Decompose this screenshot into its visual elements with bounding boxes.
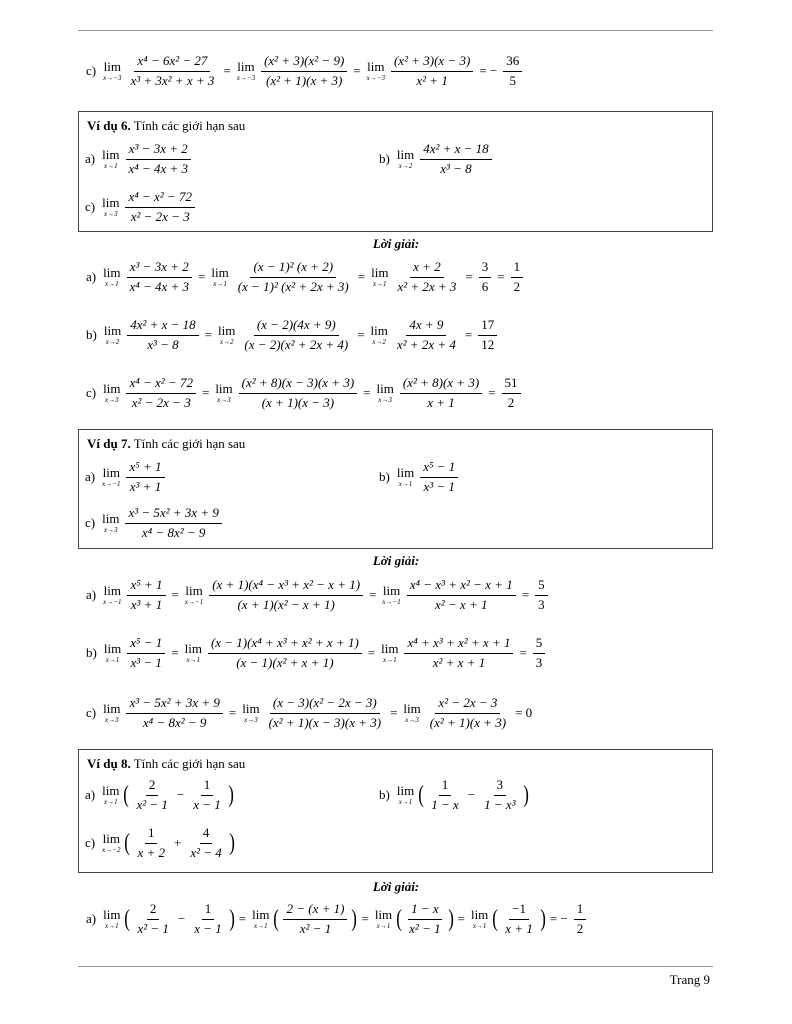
example-title: Ví dụ 8. Tính các giới hạn sau bbox=[87, 756, 246, 771]
example-6-box bbox=[78, 111, 713, 232]
sol8-a-line: a) lim x→1 ( 2 x² − 1 − $\frac{1}{x - 1}$ ) = lim x→1 ( 2 − (x + 1) x² − 1 ) = lim x→1 ( 1 − x x² − 1 ) = lim x→1 ( −1 x + 1 ) = − $\frac{1}{2}$ bbox=[86, 902, 589, 937]
sol7-b-line: b) lim x→1 $\frac{\text{x⁵ − 1}}{\text{x³ − 1}}$ = lim x→1 $\frac{\text{(x − 1)(x⁴ + x³ + x² + x + 1)}}{\text{(x − 1)(x² + x + 1)}}$ = lim x→1 $\frac{\text{x⁴ + x³ + x² + x + 1}}{\text{x² + x + 1}}$ = $\frac{5}{3}$ bbox=[86, 636, 548, 671]
sol7-c-line: c) lim x→3 $\frac{\text{x³ − 5x² + 3x + 9}}{\text{x⁴ − 8x² − 9}}$ = lim x→3 $\frac{\text{(x − 3)(x² − 2x − 3)}}{\text{(x² + 1)(x − 3)(x + 3)}}$ = lim x→3 $\frac{\text{x² − 2x − 3}}{\text{(x² + 1)(x + 3)}}$ = 0 bbox=[86, 695, 533, 730]
example-7-b: b) lim x→1 x⁵ − 1 x³ − 1 bbox=[379, 460, 461, 495]
example-6-b: b) lim x→2 4x² + x − 18 x³ − 8 bbox=[379, 142, 495, 177]
result-fraction: $\frac{36}{5}$ bbox=[503, 54, 522, 89]
example-6-c: c) lim x→3 x⁴ − x² − 72 x² − 2x − 3 bbox=[85, 190, 198, 225]
example-7-a: a) lim x→−1 x⁵ + 1 x³ + 1 bbox=[85, 460, 168, 495]
example-7-c: c) lim x→3 x³ − 5x² + 3x + 9 x⁴ − 8x² − 9 bbox=[85, 506, 225, 541]
lim-operator: lim x→−3 bbox=[366, 59, 385, 83]
example-6-a: a) lim x→1 x³ − 3x + 2 x⁴ − 4x + 3 bbox=[85, 142, 194, 177]
top-c-line: c) lim x→−3 $\frac{\text{x⁴ − 6x² − 27}}{\text{x³ + 3x² + x + 3}}$ = lim x→−3 $\frac{\text{(x² + 3)(x² − 9)}}{\text{(x² + 1)(x + 3)}}$ = lim x→−3 $\frac{\text{(x² + 3)(x − 3)}}{\text{x² + 1}}$ = − $\frac{36}{5}$ bbox=[86, 54, 525, 89]
fraction: $\frac{\text{(x² + 3)(x − 3)}}{\text{x² + 1}}$ bbox=[391, 54, 473, 89]
lim-operator: lim x→−3 bbox=[236, 59, 256, 83]
example-title: Ví dụ 7. Tính các giới hạn sau bbox=[87, 436, 246, 451]
item-label: c) bbox=[86, 63, 97, 79]
fraction: $\frac{\text{x⁴ − 6x² − 27}}{\text{x³ + 3x² + x + 3}}$ bbox=[130, 53, 215, 88]
sol6-c-line: c) lim x→3 $\frac{\text{x⁴ − x² − 72}}{\text{x² − 2x − 3}}$ = lim x→3 $\frac{\text{(x² + 8)(x − 3)(x + 3)}}{(x + 1)(x - 3)}$ = lim x→3 $\frac{\text{(x² + 8)(x + 3)}}{x + 1}$ = $\frac{51}{2}$ bbox=[86, 376, 524, 411]
lim-operator: lim x→−3 bbox=[103, 59, 122, 83]
page-number: Trang 9 bbox=[669, 972, 710, 987]
footer-rule bbox=[78, 966, 713, 967]
sol6-b-line: b) lim x→2 $\frac{\text{4x² + x − 18}}{\text{x³ − 8}}$ = lim x→2 $\frac{(x - 2)(4x + 9)}{\text{(x − 2)(x² + 2x + 4)}}$ = lim x→2 $\frac{4x + 9}{\text{x² + 2x + 4}}$ = $\frac{17}{12}$ bbox=[86, 318, 500, 353]
example-8-a: a) lim x→1 ( 2 x² − 1 − $\frac{1}{x - 1}$ ) bbox=[85, 777, 234, 812]
header-rule bbox=[78, 30, 713, 31]
solution-title: Lời giải: bbox=[372, 553, 420, 568]
example-8-box bbox=[78, 749, 713, 873]
example-7-box bbox=[78, 429, 713, 549]
sol6-a-line: a) lim x→1 $\frac{\text{x³ − 3x + 2}}{\text{x⁴ − 4x + 3}}$ = lim x→1 $\frac{\text{(x − 1)² (x + 2)}}{\text{(x − 1)² (x² + 2x + 3)}}$ = lim x→1 $\frac{x + 2}{\text{x² + 2x + 3}}$ = $\frac{3}{6}$ = $\frac{1}{2}$ bbox=[86, 260, 526, 295]
solution-title: Lời giải: bbox=[372, 236, 420, 251]
example-8-b: b) lim x→1 ( 1 1 − x − $\frac{3}{\text{1 − x³}}$ ) bbox=[379, 777, 529, 812]
solution-title: Lời giải: bbox=[372, 879, 420, 894]
fraction: $\frac{\text{(x² + 3)(x² − 9)}}{\text{(x² + 1)(x + 3)}}$ bbox=[261, 54, 347, 89]
example-title: Ví dụ 6. Tính các giới hạn sau bbox=[87, 118, 246, 133]
sol7-a-line: a) lim x→−1 $\frac{\text{x⁵ + 1}}{\text{x³ + 1}}$ = lim x→−1 $\frac{\text{(x + 1)(x⁴ − x³ + x² − x + 1)}}{\text{(x + 1)(x² − x + 1)}}$ = lim x→−1 $\frac{\text{x⁴ − x³ + x² − x + 1}}{\text{x² − x + 1}}$ = $\frac{5}{3}$ bbox=[86, 578, 551, 613]
example-8-c: c) lim x→−2 ( 1 x + 2 + $\frac{4}{\text{x² − 4}}$ ) bbox=[85, 825, 235, 860]
